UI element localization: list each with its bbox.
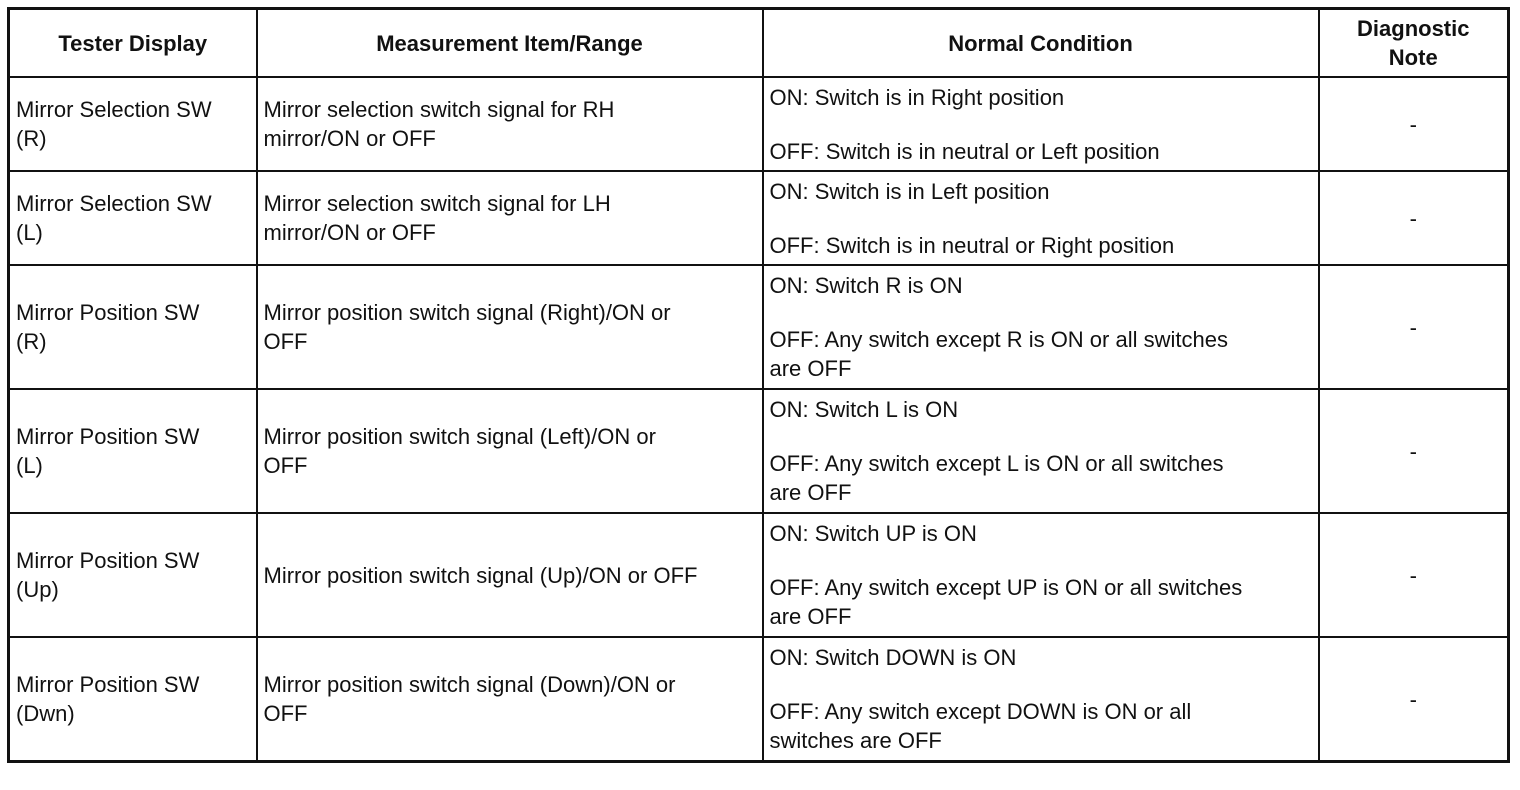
diagnostic-note-cell: -	[1319, 265, 1509, 389]
tester-display-cell	[9, 637, 257, 762]
header-measurement-item: Measurement Item/Range	[257, 9, 763, 78]
normal-condition-cell	[763, 77, 1319, 171]
diagnostic-note-cell: -	[1319, 637, 1509, 762]
condition-off: OFF: Any switch except L is ON or all switches	[769, 451, 1224, 476]
condition-on: ON: Switch R is ON	[769, 273, 963, 298]
header-tester-display: Tester Display	[9, 9, 257, 78]
display-line: Mirror Position SW	[16, 424, 200, 449]
measurement-cell	[257, 265, 763, 389]
display-line: (R)	[16, 126, 47, 151]
data-list-table	[7, 7, 1510, 763]
normal-condition-cell	[763, 513, 1319, 637]
tester-display-cell	[9, 77, 257, 171]
display-line: Mirror Selection SW	[16, 191, 212, 216]
diagnostic-note-cell: -	[1319, 77, 1509, 171]
measurement-line: Mirror position switch signal (Up)/ON or OFF	[263, 562, 698, 588]
display-line: Mirror Selection SW	[16, 97, 212, 122]
diagnostic-note-cell: -	[1319, 513, 1509, 637]
condition-off: OFF: Switch is in neutral or Right position	[769, 232, 1175, 258]
measurement-cell	[257, 171, 763, 265]
measurement-line: Mirror selection switch signal for LH	[263, 191, 611, 216]
measurement-line: OFF	[263, 701, 308, 726]
table-row	[9, 389, 1509, 513]
measurement-cell	[257, 77, 763, 171]
condition-off-continued: switches are OFF	[769, 728, 942, 753]
header-row	[9, 9, 1509, 78]
condition-off: OFF: Switch is in neutral or Left position	[769, 138, 1160, 164]
measurement-line: mirror/ON or OFF	[263, 220, 436, 245]
measurement-line: Mirror selection switch signal for RH	[263, 97, 615, 122]
condition-on: ON: Switch L is ON	[769, 397, 959, 422]
measurement-line: mirror/ON or OFF	[263, 126, 436, 151]
display-line: Mirror Position SW	[16, 672, 200, 697]
normal-condition-cell	[763, 389, 1319, 513]
condition-on: ON: Switch DOWN is ON	[769, 645, 1017, 670]
measurement-line: Mirror position switch signal (Down)/ON or	[263, 672, 676, 697]
condition-off: OFF: Any switch except R is ON or all switches	[769, 327, 1228, 352]
header-normal-condition: Normal Condition	[763, 9, 1319, 78]
table-row	[9, 77, 1509, 171]
display-line: (R)	[16, 329, 47, 354]
condition-on: ON: Switch is in Left position	[769, 178, 1050, 204]
measurement-cell	[257, 513, 763, 637]
condition-on: ON: Switch is in Right position	[769, 84, 1065, 110]
condition-off-continued: are OFF	[769, 356, 852, 381]
condition-off-continued: are OFF	[769, 604, 852, 629]
measurement-cell	[257, 389, 763, 513]
measurement-line: OFF	[263, 453, 308, 478]
header-diagnostic-note-text: Diagnostic Note	[1357, 16, 1470, 70]
measurement-line: Mirror position switch signal (Left)/ON or	[263, 424, 656, 449]
table-row	[9, 637, 1509, 762]
table-row	[9, 171, 1509, 265]
condition-off: OFF: Any switch except DOWN is ON or all	[769, 699, 1192, 724]
measurement-cell	[257, 637, 763, 762]
tester-display-cell	[9, 389, 257, 513]
display-line: Mirror Position SW	[16, 300, 200, 325]
display-line: Mirror Position SW	[16, 548, 200, 573]
tester-display-cell	[9, 265, 257, 389]
display-line: (L)	[16, 453, 43, 478]
table-row	[9, 265, 1509, 389]
header-diagnostic-note	[1319, 9, 1509, 78]
condition-on: ON: Switch UP is ON	[769, 521, 977, 546]
table-row	[9, 513, 1509, 637]
measurement-line: OFF	[263, 329, 308, 354]
display-line: (Dwn)	[16, 701, 75, 726]
diagnostic-note-cell: -	[1319, 171, 1509, 265]
condition-off-continued: are OFF	[769, 480, 852, 505]
display-line: (Up)	[16, 577, 59, 602]
display-line: (L)	[16, 220, 43, 245]
diagnostic-note-cell: -	[1319, 389, 1509, 513]
normal-condition-cell	[763, 171, 1319, 265]
tester-display-cell	[9, 513, 257, 637]
tester-display-cell	[9, 171, 257, 265]
condition-off: OFF: Any switch except UP is ON or all switches	[769, 575, 1243, 600]
normal-condition-cell	[763, 265, 1319, 389]
measurement-line: Mirror position switch signal (Right)/ON or	[263, 300, 671, 325]
normal-condition-cell	[763, 637, 1319, 762]
